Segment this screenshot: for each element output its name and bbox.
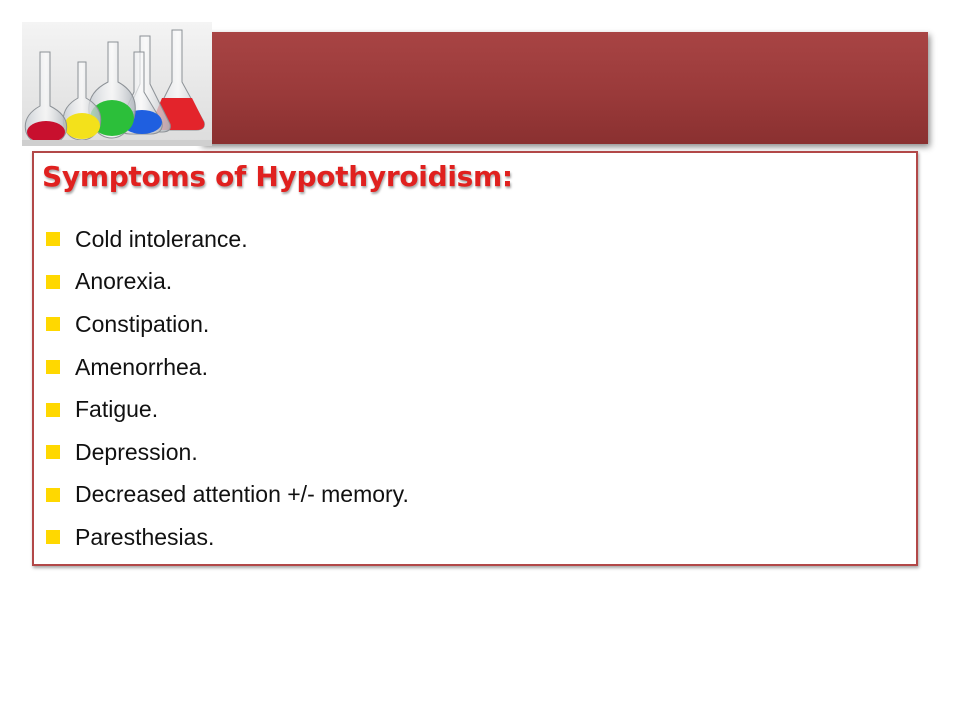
list-item: [46, 431, 409, 474]
list-item: [46, 346, 409, 389]
symptom-list: [46, 218, 409, 559]
laboratory-flasks-icon: [22, 22, 212, 146]
square-bullet-icon: [46, 530, 60, 544]
list-item-text: Cold intolerance.: [75, 225, 248, 252]
list-item-text: Depression.: [75, 438, 198, 465]
list-item: [46, 261, 409, 304]
list-item-text: Paresthesias.: [75, 523, 215, 550]
square-bullet-icon: [46, 360, 60, 374]
slide-title: Symptoms of Hypothyroidism:: [42, 160, 513, 193]
list-item: [46, 388, 409, 431]
list-item: [46, 516, 409, 559]
list-item: [46, 303, 409, 346]
header-bar: [200, 32, 928, 144]
square-bullet-icon: [46, 403, 60, 417]
square-bullet-icon: [46, 445, 60, 459]
square-bullet-icon: [46, 317, 60, 331]
list-item: [46, 218, 409, 261]
list-item-text: Constipation.: [75, 310, 210, 337]
list-item-text: Fatigue.: [75, 396, 159, 423]
square-bullet-icon: [46, 488, 60, 502]
square-bullet-icon: [46, 232, 60, 246]
square-bullet-icon: [46, 275, 60, 289]
list-item-text: Amenorrhea.: [75, 353, 208, 380]
list-item-text: Anorexia.: [75, 268, 173, 295]
list-item-text: Decreased attention +/- memory.: [75, 481, 409, 508]
list-item: [46, 474, 409, 517]
